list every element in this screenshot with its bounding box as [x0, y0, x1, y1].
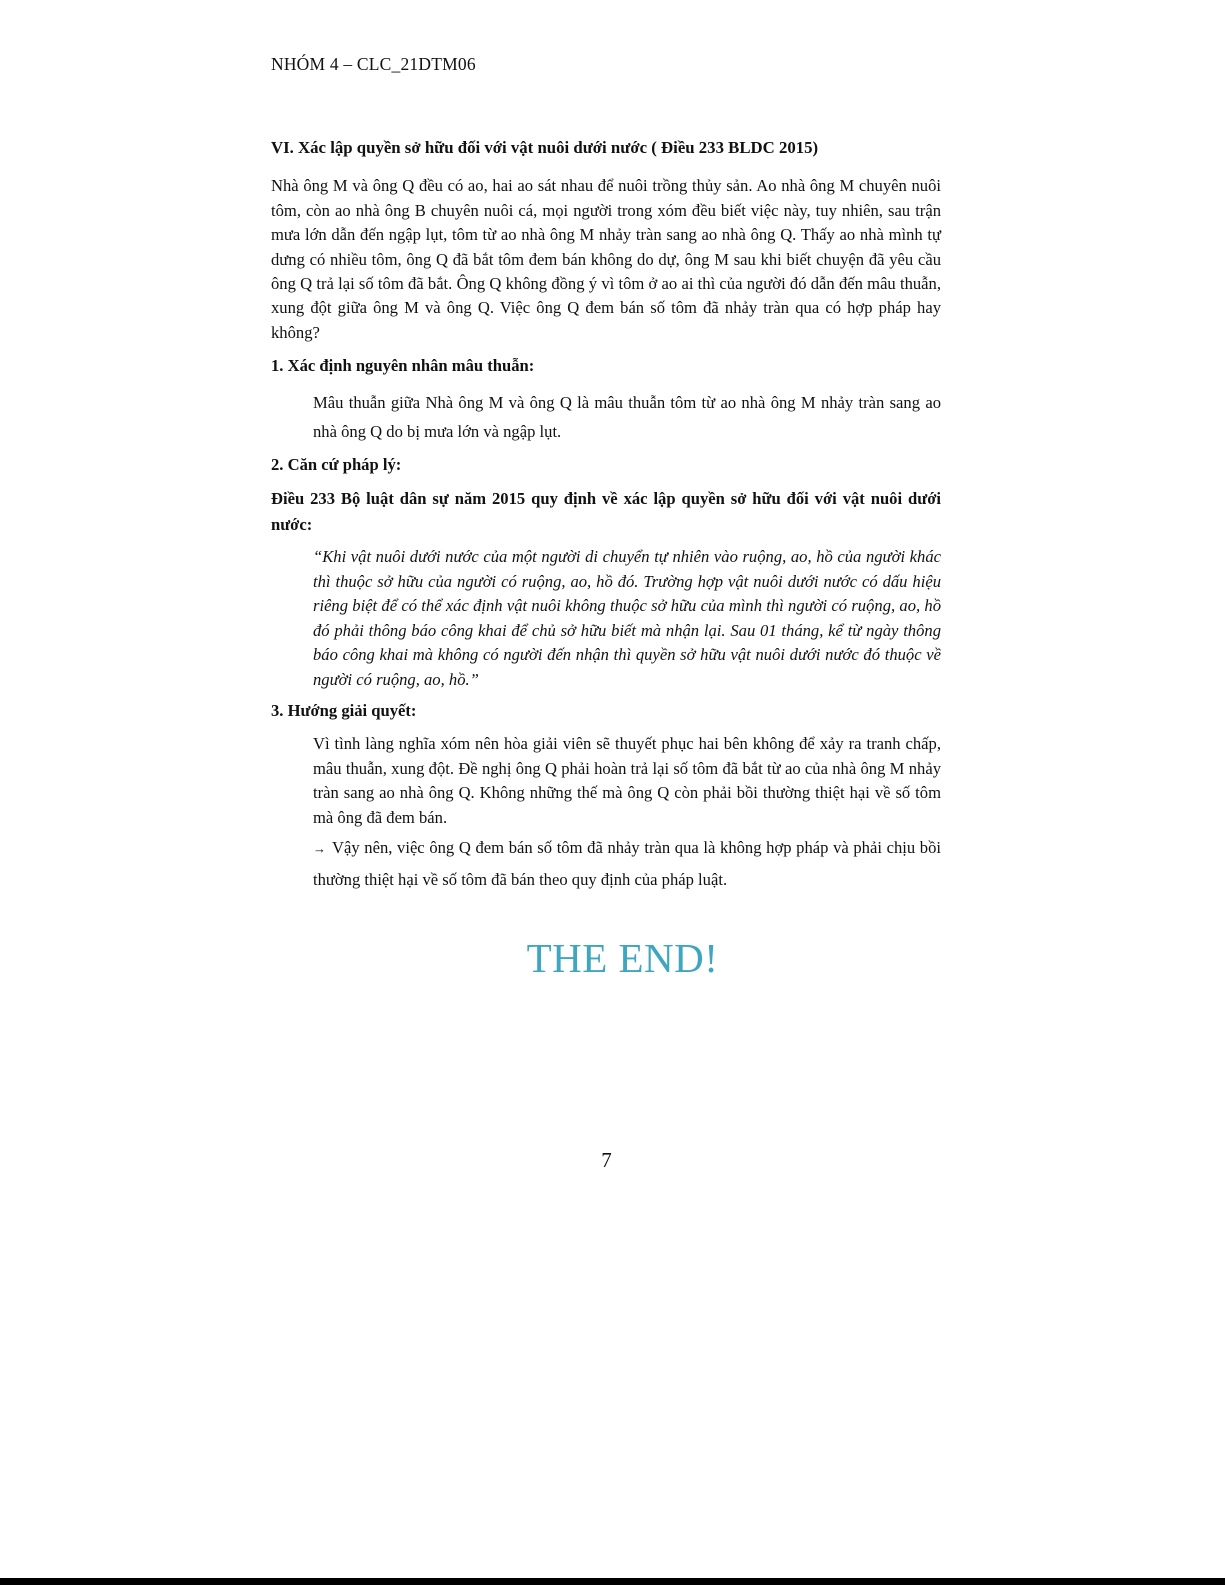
conclusion-text: Vậy nên, việc ông Q đem bán số tôm đã nhảy tràn qua là không hợp pháp và phải chịu bồi thường thiệt hại về số tôm đã bán theo quy định của pháp luật.: [313, 838, 941, 890]
arrow-right-icon: →: [313, 841, 326, 857]
part1-body: Mâu thuẫn giữa Nhà ông M và ông Q là mâu thuẫn tôm từ ao nhà ông M nhảy tràn sang ao nhà ông Q do bị mưa lớn và ngập lụt.: [313, 392, 941, 441]
law-title: Điều 233 Bộ luật dân sự năm 2015 quy định về xác lập quyền sở hữu đối với vật nuôi dưới nước:: [271, 489, 941, 535]
page-bottom-border: [0, 1578, 1225, 1585]
part3-title: 3. Hướng giải quyết:: [271, 701, 417, 721]
closing-text: THE END!: [526, 935, 719, 981]
part2-title: 2. Căn cứ pháp lý:: [271, 454, 402, 474]
intro-paragraph: Nhà ông M và ông Q đều có ao, hai ao sát nhau để nuôi trồng thủy sản. Ao nhà ông M chuyên nuôi tôm, còn ao nhà ông B chuyên nuôi cá, mọi người trong xóm đều biết việc này, tuy nhiên, sau trận mưa lớn dẫn đến ngập lụt, tôm từ ao nhà ông M nhảy tràn sang ao nhà ông Q. Thấy ao nhà mình tự dưng có nhiều tôm, ông Q đã bắt tôm đem bán không do dự, ông M sau khi biết chuyện đã yêu cầu ông Q trả lại số tôm đã bắt. Ông Q không đồng ý vì tôm ở ao ai thì của người đó dẫn đến mâu thuẫn, xung đột giữa ông M và ông Q. Việc ông Q đem bán số tôm đã nhảy tràn qua có hợp pháp hay không?: [271, 176, 941, 342]
section-title: VI. Xác lập quyền sở hữu đối với vật nuôi dưới nước ( Điều 233 BLDC 2015): [271, 138, 819, 157]
law-quote: “Khi vật nuôi dưới nước của một người di chuyển tự nhiên vào ruộng, ao, hồ của người khác thì thuộc sở hữu của người có ruộng, ao, hồ đó. Trường hợp vật nuôi dưới nước có dấu hiệu riêng biệt để có thể xác định vật nuôi không thuộc sở hữu của mình thì người có ruộng, ao, hồ đó phải thông báo công khai để chủ sở hữu biết mà nhận lại. Sau 01 tháng, kể từ ngày thông báo công khai mà không có người đến nhận thì quyền sở hữu vật nuôi dưới nước đó thuộc về người có ruộng, ao, hồ.”: [313, 547, 941, 689]
part3-body: Vì tình làng nghĩa xóm nên hòa giải viên sẽ thuyết phục hai bên không để xảy ra tranh chấp, mâu thuẫn, xung đột. Đề nghị ông Q phải hoàn trả lại số tôm đã bắt từ ao của nhà ông M nhảy tràn sang ao nhà ông Q. Không những thế mà ông Q còn phải bồi thường thiệt hại về số tôm mà ông đã đem bán.: [313, 734, 941, 827]
page-header: NHÓM 4 – CLC_21DTM06: [271, 54, 476, 74]
page-number: 7: [601, 1148, 612, 1172]
part3-conclusion: [313, 832, 941, 895]
page-content: [271, 136, 941, 895]
part1-title: 1. Xác định nguyên nhân mâu thuẫn:: [271, 356, 535, 376]
